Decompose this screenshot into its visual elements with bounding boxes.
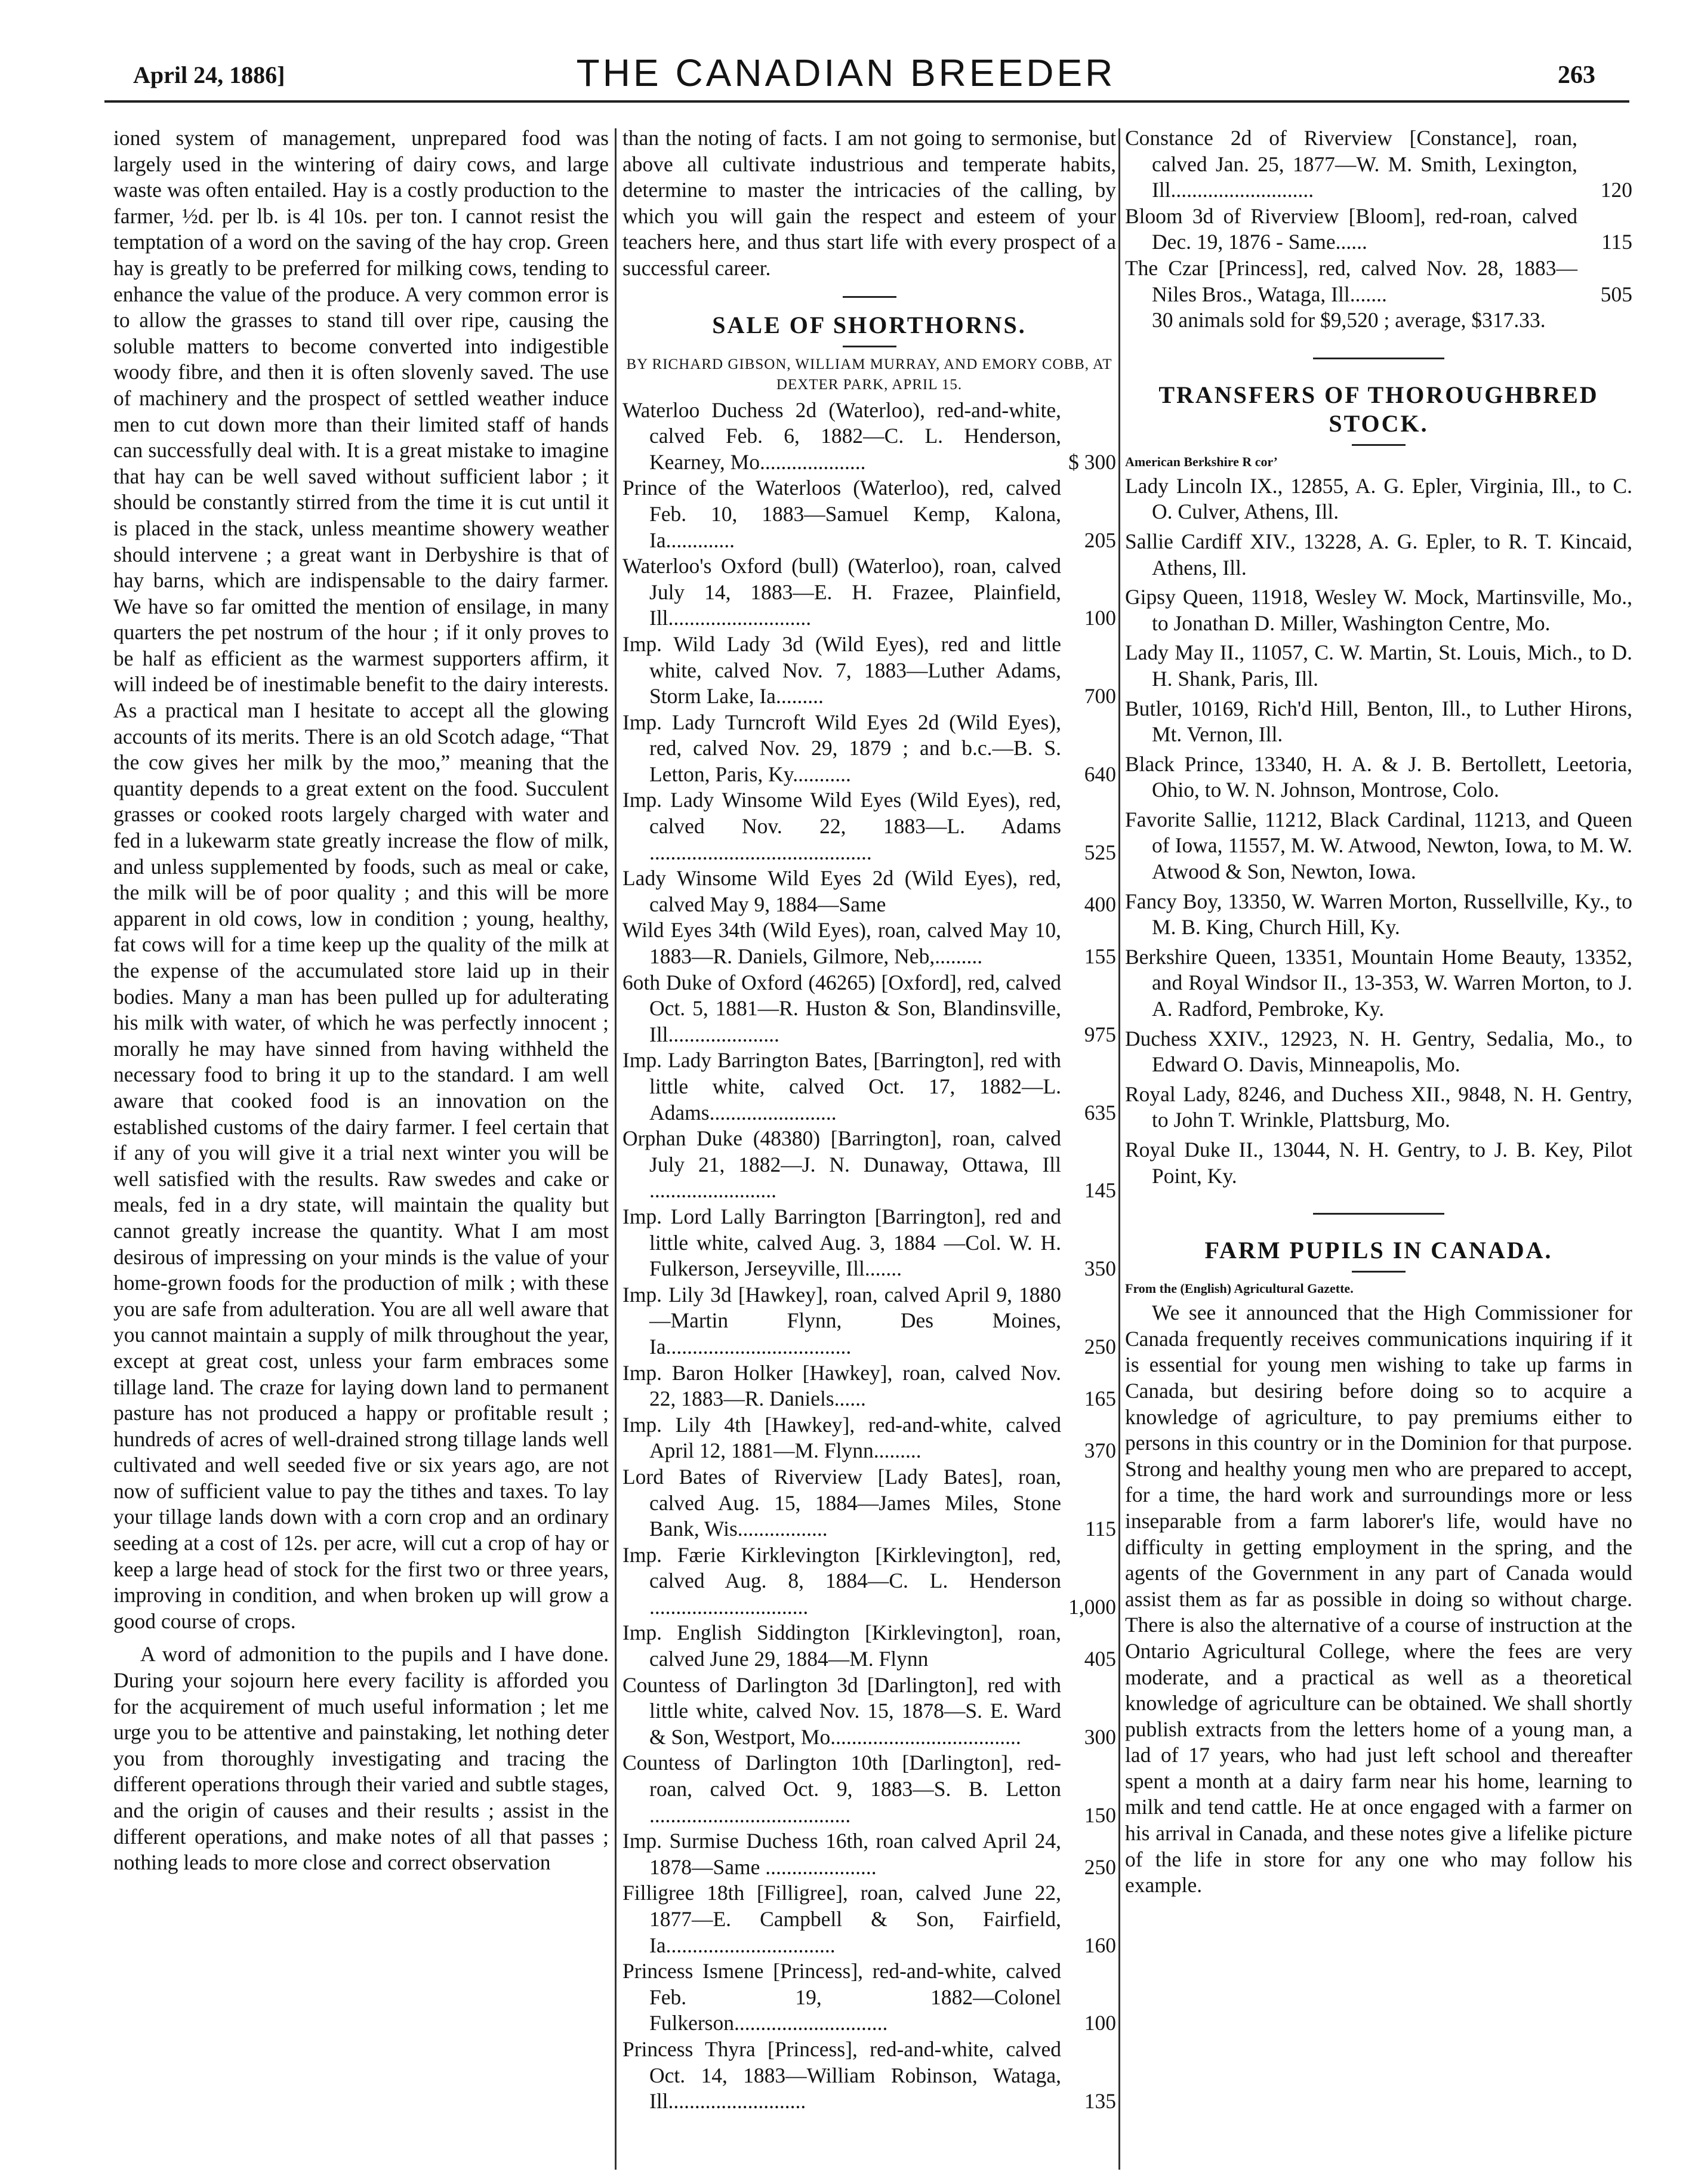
sale-entry: [622, 1282, 1116, 1360]
sale-entry: [1125, 125, 1632, 204]
transfer-entry: Black Prince, 13340, H. A. & J. B. Bertollett, Leetoria, Ohio, to W. N. Johnson, Montrose, Colo.: [1125, 751, 1632, 802]
sale-entry: [622, 710, 1116, 788]
transfer-entry: Royal Duke II., 13044, N. H. Gentry, to J. B. Key, Pilot Point, Ky.: [1125, 1138, 1632, 1188]
page-number: 263: [1558, 61, 1595, 89]
sale-entry: [622, 632, 1116, 710]
farm-source: From the (English) Agricultural Gazette.: [1125, 1281, 1354, 1296]
sale-price: $ 300: [1068, 449, 1116, 474]
sale-price: 1,000: [1068, 1594, 1116, 1619]
sale-entry: [622, 1828, 1116, 1880]
sale-price: 400: [1084, 892, 1116, 916]
sale-entry: [622, 1048, 1116, 1126]
sale-price: 135: [1084, 2089, 1116, 2114]
sale-price: 350: [1084, 1256, 1116, 1281]
issue-date: April 24, 1886]: [133, 61, 285, 88]
transfer-entry: Butler, 10169, Rich'd Hill, Benton, Ill., to Luther Hirons, Mt. Vernon, Ill.: [1125, 696, 1632, 747]
sale-entry: [622, 2037, 1116, 2115]
transfers-source: American Berkshire R cor’: [1125, 454, 1278, 469]
sale-entry: [622, 1750, 1116, 1828]
column-3: [1125, 125, 1632, 2173]
sale-entry-text: Imp. Wild Lady 3d (Wild Eyes), red and little white, calved Nov. 7, 1883—Luther Adams, Storm Lake, Ia.........: [622, 632, 1061, 709]
sale-entry-text: Imp. Lily 3d [Hawkey], roan, calved April 9, 1880—Martin Flynn, Des Moines, Ia...................................: [622, 1282, 1061, 1359]
sale-entry: [622, 865, 1116, 917]
transfer-entry: Fancy Boy, 13350, W. Warren Morton, Russellville, Ky., to M. B. King, Church Hill, Ky.: [1125, 889, 1632, 939]
sale-entry-text: Princess Thyra [Princess], red-and-white, calved Oct. 14, 1883—William Robinson, Wataga, Ill..........................: [622, 2037, 1061, 2114]
sales-list-continued: [1125, 125, 1632, 307]
sale-price: 155: [1084, 944, 1116, 969]
sale-entry-text: Princess Ismene [Princess], red-and-white, calved Feb. 19, 1882—Colonel Fulkerson.............................: [622, 1959, 1061, 2035]
sale-entry-text: Waterloo Duchess 2d (Waterloo), red-and-white, calved Feb. 6, 1882—C. L. Henderson, Kearney, Mo....................: [622, 398, 1061, 474]
transfer-entry: Duchess XXIV., 12923, N. H. Gentry, Sedalia, Mo., to Edward O. Davis, Minneapolis, Mo.: [1125, 1026, 1632, 1077]
transfer-entry: Lady Lincoln IX., 12855, A. G. Epler, Virginia, Ill., to C. O. Culver, Athens, Ill.: [1125, 473, 1632, 524]
farm-heading: FARM PUPILS IN CANADA.: [1204, 1237, 1553, 1264]
sale-price: 975: [1084, 1022, 1116, 1046]
section-rule: [843, 346, 896, 347]
transfer-entry: Gipsy Queen, 11918, Wesley W. Mock, Martinsville, Mo., to Jonathan D. Miller, Washington Centre, Mo.: [1125, 585, 1632, 635]
sale-entry: [622, 553, 1116, 632]
sale-entry-text: Imp. Lady Winsome Wild Eyes (Wild Eyes), red, calved Nov. 22, 1883—L. Adams ..........................................: [622, 788, 1061, 864]
transfer-entry: Sallie Cardiff XIV., 13228, A. G. Epler, to R. T. Kincaid, Athens, Ill.: [1125, 529, 1632, 580]
sale-entry-text: Filligree 18th [Filligree], roan, calved June 22, 1877—E. Campbell & Son, Fairfield, Ia................................: [622, 1881, 1061, 1957]
sale-price: 150: [1084, 1803, 1116, 1827]
transfer-entry: Royal Lady, 8246, and Duchess XII., 9848, N. H. Gentry, to John T. Wrinkle, Plattsburg, Mo.: [1125, 1082, 1632, 1132]
sale-price: 525: [1084, 840, 1116, 864]
sale-price: 120: [1600, 178, 1632, 202]
column-divider-2: [1118, 128, 1120, 2170]
column-1: [113, 125, 609, 2173]
article-paragraph: than the noting of facts. I am not going to sermonise, but above all cultivate industrious and temperate habits, determine to master the intricacies of the calling, by which you will gain the respect and esteem of your teachers here, and thus start life with every prospect of a successful career.: [622, 126, 1116, 280]
sale-byline: BY RICHARD GIBSON, WILLIAM MURRAY, AND EMORY COBB, AT DEXTER PARK, APRIL 15.: [626, 356, 1112, 393]
sale-price: 405: [1084, 1647, 1116, 1671]
sale-price: 100: [1084, 606, 1116, 630]
sale-entry-text: Imp. Lady Barrington Bates, [Barrington], red with little white, calved Oct. 17, 1882—L. Adams........................: [622, 1048, 1061, 1125]
sale-entry-text: Imp. Baron Holker [Hawkey], roan, calved Nov. 22, 1883—R. Daniels......: [622, 1360, 1061, 1411]
sale-price: 100: [1084, 2011, 1116, 2035]
section-rule: [1352, 444, 1406, 446]
sale-entry-text: Orphan Duke (48380) [Barrington], roan, calved July 21, 1882—J. N. Dunaway, Ottawa, Ill ........................: [622, 1126, 1061, 1203]
publication-title: THE CANADIAN BREEDER: [576, 51, 1116, 94]
transfer-entry: Berkshire Queen, 13351, Mountain Home Beauty, 13352, and Royal Windsor II., 13-353, W. Warren Morton, to J. A. Radford, Pembroke, Ky.: [1125, 944, 1632, 1021]
sale-entry-text: Constance 2d of Riverview [Constance], roan, calved Jan. 25, 1877—W. M. Smith, Lexington, Ill...........................: [1125, 126, 1577, 202]
sale-entry-text: Imp. Lady Turncroft Wild Eyes 2d (Wild Eyes), red, calved Nov. 29, 1879 ; and b.c.—B. S. Letton, Paris, Ky...........: [622, 710, 1061, 786]
sale-price: 250: [1084, 1334, 1116, 1359]
sale-entry: [1125, 255, 1632, 307]
sale-price: 640: [1084, 762, 1116, 786]
sale-entry-text: Imp. Surmise Duchess 16th, roan calved April 24, 1878—Same .....................: [622, 1829, 1061, 1879]
sale-entry: [622, 917, 1116, 969]
sale-entry-text: Waterloo's Oxford (bull) (Waterloo), roan, calved July 14, 1883—E. H. Frazee, Plainfield, Ill...........................: [622, 554, 1061, 630]
sales-list: [622, 398, 1116, 2115]
sale-entry: [622, 1542, 1116, 1621]
sale-price: 300: [1084, 1724, 1116, 1749]
sale-price: 505: [1600, 282, 1632, 306]
sale-entry: [1125, 204, 1632, 255]
sale-entry: [622, 970, 1116, 1048]
sale-entry-text: Lord Bates of Riverview [Lady Bates], roan, calved Aug. 15, 1884—James Miles, Stone Bank, Wis.................: [622, 1464, 1061, 1541]
sale-summary: 30 animals sold for $9,520 ; average, $317.33.: [1152, 308, 1546, 332]
sale-entry: [622, 1672, 1116, 1751]
sale-entry-text: The Czar [Princess], red, calved Nov. 28, 1883—Niles Bros., Wataga, Ill.......: [1125, 255, 1577, 306]
sale-entry-text: Countess of Darlington 3d [Darlington], red with little white, calved Nov. 15, 1878—S. E. Ward & Son, Westport, Mo....................................: [622, 1672, 1061, 1749]
article-paragraph: We see it announced that the High Commissioner for Canada frequently receives communications inquiring if it is essential for young men wishing to take up farms in Canada, but desiring before doing so to acquire a knowledge of agriculture, to pay premiums either to persons in this country or in the Dominion for that purpose. Strong and healthy young men who are prepared to accept, for a time, the hard work and surroundings more or less inseparable from a farm laborer's life, would have no difficulty in getting employment in the spring, and the agents of the Government in any part of Canada would assist them as far as possible in doing so without charge. There is also the alternative of a course of instruction at the Ontario Agricultural College, where the fees are very moderate, and a practical as well as a theoretical knowledge of agriculture can be obtained. We shall shortly publish extracts from the letters home of a young man, a lad of 17 years, who had just left school and thereafter spent a month at a dairy farm near his home, learning to milk and tend cattle. He at once engaged with a farmer on his arrival in Canada, and these notes give a lifelike picture of the life in store for any one who may follow his example.: [1125, 1301, 1632, 1897]
sale-price: 700: [1084, 684, 1116, 709]
page-header: [0, 0, 1692, 104]
sale-entry-text: Imp. Færie Kirklevington [Kirklevington], red, calved Aug. 8, 1884—C. L. Henderson ..............................: [622, 1542, 1061, 1619]
sale-entry-text: Imp. Lily 4th [Hawkey], red-and-white, calved April 12, 1881—M. Flynn.........: [622, 1412, 1061, 1463]
sale-price: 115: [1601, 230, 1632, 254]
sale-entry-text: Lady Winsome Wild Eyes 2d (Wild Eyes), red, calved May 9, 1884—Same: [622, 866, 1061, 916]
sale-entry: [622, 1880, 1116, 1958]
sale-entry: [622, 1412, 1116, 1464]
sale-price: 205: [1084, 528, 1116, 552]
sale-entry: [622, 1958, 1116, 2037]
sale-entry: [622, 1204, 1116, 1282]
sale-price: 145: [1084, 1178, 1116, 1203]
sale-price: 250: [1084, 1855, 1116, 1879]
section-rule: [843, 296, 896, 298]
sale-entry: [622, 1464, 1116, 1542]
sale-entry-text: Imp. English Siddington [Kirklevington], roan, calved June 29, 1884—M. Flynn: [622, 1621, 1061, 1671]
sale-price: 165: [1084, 1387, 1116, 1411]
header-rule: [104, 100, 1629, 103]
sale-entry: [622, 1126, 1116, 1204]
sale-entry-text: Wild Eyes 34th (Wild Eyes), roan, calved May 10, 1883—R. Daniels, Gilmore, Neb,.........: [622, 918, 1061, 969]
sale-entry-text: Bloom 3d of Riverview [Bloom], red-roan, calved Dec. 19, 1876 - Same......: [1125, 204, 1577, 254]
sale-price: 370: [1084, 1438, 1116, 1463]
sale-entry: [622, 475, 1116, 553]
column-divider-1: [615, 128, 617, 2170]
transfers-list: [1125, 473, 1632, 1189]
sale-entry-text: Prince of the Waterloos (Waterloo), red, calved Feb. 10, 1883—Samuel Kemp, Kalona, Ia.............: [622, 476, 1061, 552]
transfers-heading: TRANSFERS OF THOROUGHBRED STOCK.: [1158, 381, 1599, 437]
section-rule: [1313, 358, 1444, 359]
section-rule: [1313, 1213, 1444, 1215]
column-2: [622, 125, 1116, 2173]
sale-entry-text: Imp. Lord Lally Barrington [Barrington], red and little white, calved Aug. 3, 1884 —Col. W. H. Fulkerson, Jerseyville, Ill.......: [622, 1204, 1061, 1281]
sale-price: 115: [1085, 1517, 1116, 1541]
sale-heading: SALE OF SHORTHORNS.: [712, 311, 1027, 338]
sale-price: 635: [1084, 1100, 1116, 1125]
transfer-entry: Lady May II., 11057, C. W. Martin, St. Louis, Mich., to D. H. Shank, Paris, Ill.: [1125, 640, 1632, 691]
article-paragraph: A word of admonition to the pupils and I have done. During your sojourn here every facility is afforded you for the acquirement of much useful information ; let me urge you to be attentive and painstaking, let nothing deter you from thoroughly investigating and tracing the different operations through their varied and subtle stages, and the origin of causes and their results ; assist in the different operations, and make notes of all that passes ; nothing leads to more close and correct observation: [113, 1642, 609, 1875]
sale-entry-text: 6oth Duke of Oxford (46265) [Oxford], red, calved Oct. 5, 1881—R. Huston & Son, Blandinsville, Ill.....................: [622, 970, 1061, 1046]
sale-entry: [622, 398, 1116, 476]
transfer-entry: Favorite Sallie, 11212, Black Cardinal, 11213, and Queen of Iowa, 11557, M. W. Atwood, Newton, Iowa, to M. W. Atwood & Son, Newton, Iowa.: [1125, 807, 1632, 884]
sale-entry-text: Countess of Darlington 10th [Darlington], red-roan, calved Oct. 9, 1883—S. B. Letton ......................................: [622, 1751, 1061, 1827]
sale-entry: [622, 1620, 1116, 1672]
sale-entry: [622, 787, 1116, 865]
sale-price: 160: [1084, 1933, 1116, 1957]
article-paragraph: ioned system of management, unprepared food was largely used in the wintering of dairy cows, and large waste was often entailed. Hay is a costly production to the farmer, ½d. per lb. is 4l 10s. per ton. I cannot resist the temptation of a word on the saving of the hay crop. Green hay is greatly to be preferred for milking cows, tending to enhance the value of the produce. A very common error is to allow the grasses to stand till over ripe, causing the soluble matters to become converted into indigestible woody fibre, and then it is often slovenly saved. The use of machinery and the prospect of settled weather induce men to cut down more than their limited staff of hands can successfully deal with. It is a great mistake to imagine that hay can be well saved without sufficient labor ; it should be constantly stirred from the time it is cut until it is placed in the stack, unless meantime showery weather should intervene ; a great want in Derbyshire is that of hay barns, which are indispensable to the dairy farmer. We have so far omitted the mention of ensilage, in many quarters the pet nostrum of the hour ; if it only proves to be half as efficient as the warmest supporters affirm, it will indeed be of inestimable benefit to the dairy interests. As a practical man I hesitate to accept all the glowing accounts of its merits. There is an old Scotch adage, “That the cow gives her milk by the moo,” meaning that the quantity depends to a great extent on the food. Succulent grasses or cooked roots largely charged with water and fed in a lukewarm state greatly increase the flow of milk, and unless supplemented by foods, such as meal or cake, the milk will be of poor quality ; and this will be more apparent in old cows, low in condition ; young, healthy, fat cows will for a time keep up the quality of the milk at the expense of the accumulated store laid up in their bodies. Many a man has been pulled up for adulterating his milk with water, of which he was perfectly innocent ; morally he may have sinned from having withheld the necessary food to bring it up to the standard. I am well aware that cooked food is an innovation on the established customs of the dairy farmer. I feel certain that if any of you will give it a trial next winter you will be well satisfied with the results. Raw swedes and cake or meals, fed in a dry state, will maintain the quality but cannot greatly increase the quantity. What I am most desirous of impressing on your minds is the value of your home-grown foods for the production of milk ; with these you are safe from adulteration. You are all well aware that you cannot maintain a supply of milk throughout the year, except at great cost, unless your farm embraces some tillage land. The craze for laying down land to permanent pasture has not produced a happy or profitable result ; hundreds of acres of well-drained strong tillage lands well cultivated and well seeded five or six years ago, are not now of sufficient value to pay the tithes and taxes. To lay your tillage lands down with a corn crop and an ordinary seeding at a cost of 12s. per acre, will cut a crop of hay or keep a large head of stock for the first two or three years, improving in condition, and when broken up will grow a good course of crops.: [113, 126, 609, 1633]
section-rule: [1352, 1271, 1406, 1273]
sale-entry: [622, 1360, 1116, 1412]
